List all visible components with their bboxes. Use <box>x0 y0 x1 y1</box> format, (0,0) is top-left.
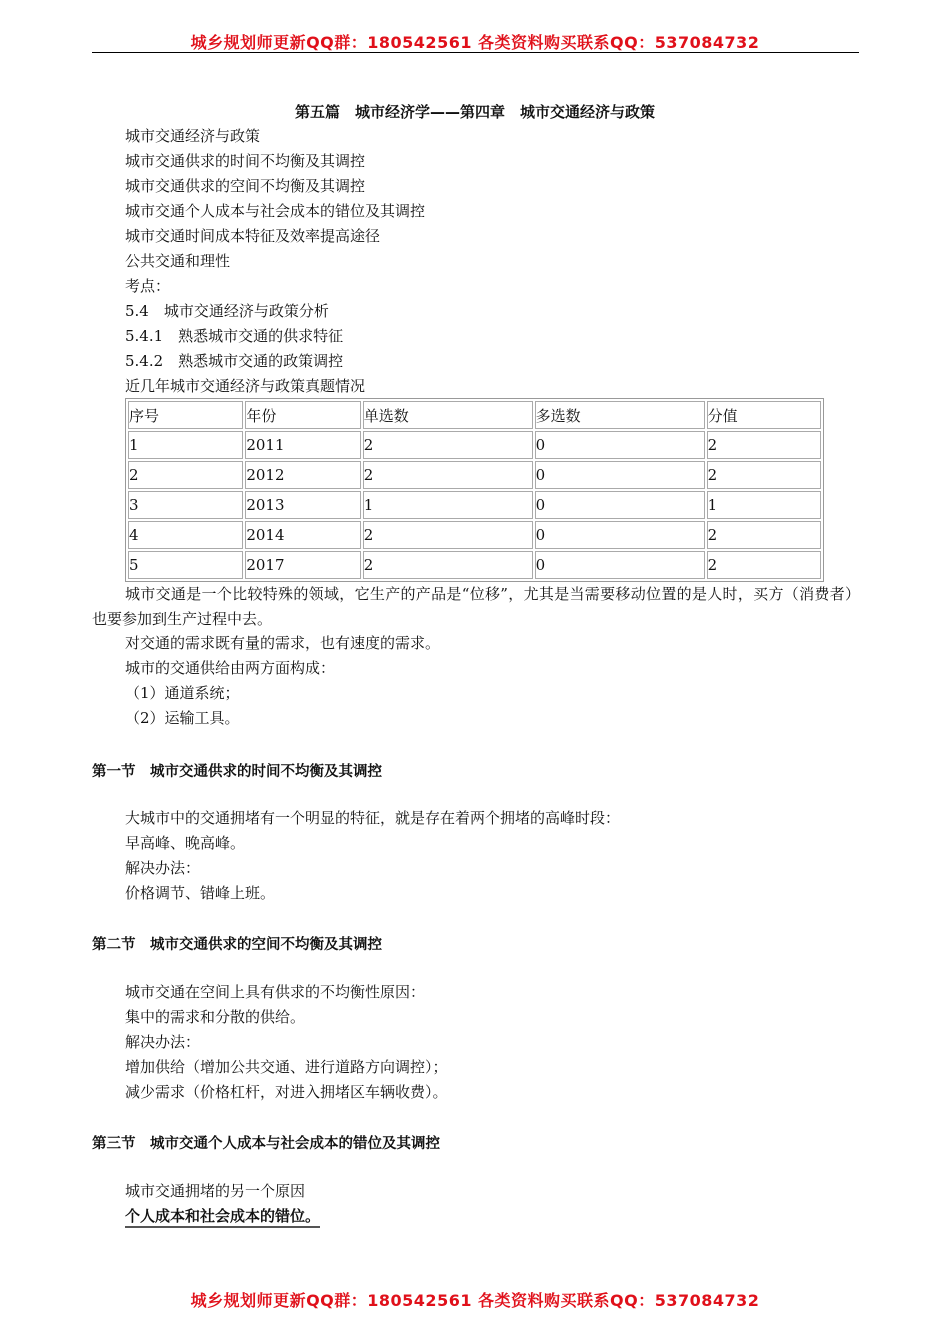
emphasis-text: 个人成本和社会成本的错位。 <box>125 1207 320 1228</box>
table-row <box>128 491 821 519</box>
section-line: 集中的需求和分散的供给。 <box>125 1008 306 1026</box>
body-line: （2）运输工具。 <box>125 709 240 727</box>
table-cell: 2 <box>707 431 821 459</box>
section-line: 大城市中的交通拥堵有一个明显的特征，就是存在着两个拥堵的高峰时段： <box>125 809 621 827</box>
exam-stats-table <box>125 398 824 582</box>
intro-line: 城市交通个人成本与社会成本的错位及其调控 <box>125 202 426 220</box>
section-line: 减少需求（价格杠杆，对进入拥堵区车辆收费）。 <box>125 1083 448 1101</box>
table-row <box>128 521 821 549</box>
section-line: 早高峰、晚高峰。 <box>125 834 246 852</box>
section-line: 城市交通拥堵的另一个原因 <box>125 1182 306 1200</box>
table-header-cell: 年份 <box>245 401 360 429</box>
table-cell: 2014 <box>245 521 360 549</box>
section-line: 城市交通在空间上具有供求的不均衡性原因： <box>125 983 426 1001</box>
table-cell: 2 <box>128 461 243 489</box>
header-rule <box>92 52 859 53</box>
body-line: 城市的交通供给由两方面构成： <box>125 659 336 677</box>
table-cell: 4 <box>128 521 243 549</box>
section-line: 解决办法： <box>125 859 201 877</box>
table-cell: 2 <box>363 551 533 579</box>
table-header-cell: 多选数 <box>535 401 705 429</box>
table-row <box>128 551 821 579</box>
table-cell: 2 <box>707 551 821 579</box>
intro-line: 城市交通供求的时间不均衡及其调控 <box>125 152 366 170</box>
table-header-cell: 序号 <box>128 401 243 429</box>
page-title: 第五篇 城市经济学——第四章 城市交通经济与政策 <box>294 103 655 121</box>
table-header-cell: 分值 <box>707 401 821 429</box>
body-line: （1）通道系统； <box>125 684 240 702</box>
table-cell: 3 <box>128 491 243 519</box>
table-header-cell: 单选数 <box>363 401 533 429</box>
intro-line: 考点： <box>125 277 171 295</box>
table-cell: 2 <box>707 521 821 549</box>
intro-line: 近几年城市交通经济与政策真题情况 <box>125 377 366 395</box>
table-cell: 2013 <box>245 491 360 519</box>
table-cell: 0 <box>535 521 705 549</box>
table-cell: 1 <box>363 491 533 519</box>
section-heading: 第二节 城市交通供求的空间不均衡及其调控 <box>92 937 382 953</box>
intro-line: 公共交通和理性 <box>125 252 231 270</box>
table-cell: 2017 <box>245 551 360 579</box>
section-heading: 第三节 城市交通个人成本与社会成本的错位及其调控 <box>92 1136 440 1152</box>
section-heading: 第一节 城市交通供求的时间不均衡及其调控 <box>92 764 382 780</box>
section-line: 解决办法： <box>125 1033 201 1051</box>
intro-line: 5.4.1 熟悉城市交通的供求特征 <box>125 327 344 345</box>
table-cell: 2 <box>363 431 533 459</box>
header-banner: 城乡规划师更新QQ群：180542561 各类资料购买联系QQ：537084732 <box>190 33 760 52</box>
body-line: 对交通的需求既有量的需求，也有速度的需求。 <box>125 634 441 652</box>
table-cell: 2011 <box>245 431 360 459</box>
table-header-row <box>128 401 821 429</box>
table-cell: 2 <box>707 461 821 489</box>
body-paragraph: 城市交通是一个比较特殊的领域，它生产的产品是“位移”，尤其是当需要移动位置的是人时，买方（消费者）也要参加到生产过程中去。 <box>92 585 860 628</box>
table-cell: 0 <box>535 491 705 519</box>
table-cell: 1 <box>707 491 821 519</box>
intro-line: 城市交通经济与政策 <box>125 127 261 145</box>
table-cell: 0 <box>535 431 705 459</box>
table-cell: 2012 <box>245 461 360 489</box>
section-line: 增加供给（增加公共交通、进行道路方向调控）； <box>125 1058 448 1076</box>
table-cell: 5 <box>128 551 243 579</box>
intro-line: 5.4 城市交通经济与政策分析 <box>125 302 329 320</box>
table-cell: 2 <box>363 461 533 489</box>
table-cell: 2 <box>363 521 533 549</box>
intro-line: 城市交通供求的空间不均衡及其调控 <box>125 177 366 195</box>
emphasis-line <box>125 1205 320 1227</box>
table-cell: 1 <box>128 431 243 459</box>
table-cell: 0 <box>535 551 705 579</box>
section-line: 价格调节、错峰上班。 <box>125 884 276 902</box>
intro-line: 5.4.2 熟悉城市交通的政策调控 <box>125 352 344 370</box>
table-row <box>128 461 821 489</box>
table-row <box>128 431 821 459</box>
table-cell: 0 <box>535 461 705 489</box>
intro-line: 城市交通时间成本特征及效率提高途径 <box>125 227 381 245</box>
footer-banner: 城乡规划师更新QQ群：180542561 各类资料购买联系QQ：537084732 <box>190 1291 760 1310</box>
